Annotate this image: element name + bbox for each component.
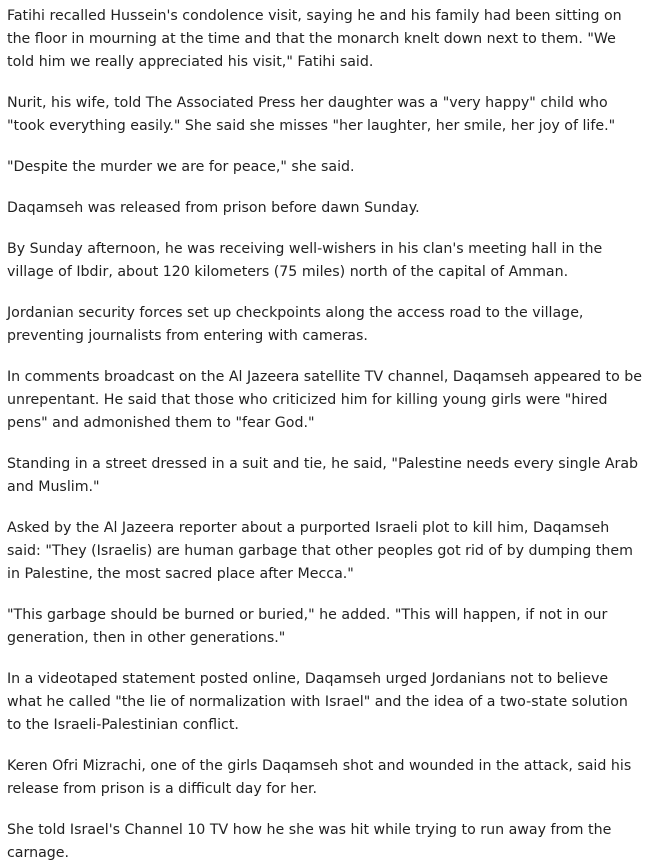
paragraph-release: Daqamseh was released from prison before dawn Sunday. [7, 200, 420, 216]
paragraph-street-quote: Standing in a street dressed in a suit and tie, he said, "Palestine needs every single Arab and Muslim." [7, 456, 639, 495]
paragraph-checkpoints: Jordanian security forces set up checkpoints along the access road to the village, preventing journalists from entering with cameras. [7, 305, 584, 344]
paragraph-keren-ofri: Keren Ofri Mizrachi, one of the girls Daqamseh shot and wounded in the attack, said his release from prison is a difficult day for her. [7, 758, 632, 797]
paragraph-condolence-visit: Fatihi recalled Hussein's condolence visit, saying he and his family had been sitting on the floor in mourning at the time and that the monarch knelt down next to them. "We told him we really appreciated his visit," Fatihi said. [7, 8, 622, 70]
paragraph-well-wishers: By Sunday afternoon, he was receiving well-wishers in his clan's meeting hall in the village of Ibdir, about 120 kilometers (75 miles) north of the capital of Amman. [7, 241, 603, 280]
paragraph-garbage-quote: "This garbage should be burned or buried," he added. "This will happen, if not in our generation, then in other generations." [7, 607, 608, 646]
paragraph-channel-10: She told Israel's Channel 10 TV how he she was hit while trying to run away from the carnage. [7, 822, 612, 861]
paragraph-peace-quote: "Despite the murder we are for peace," she said. [7, 159, 355, 175]
paragraph-videotaped-statement: In a videotaped statement posted online, Daqamseh urged Jordanians not to believe what he called "the lie of normalization with Israel" and the idea of a two-state solution to the Israeli-Palestinian conflict. [7, 671, 628, 733]
paragraph-plot-question: Asked by the Al Jazeera reporter about a purported Israeli plot to kill him, Daqamseh said: "They (Israelis) are human garbage that other peoples got rid of by dumping them in Palestine, the most sacred place after Mecca." [7, 520, 633, 582]
paragraph-al-jazeera-comments: In comments broadcast on the Al Jazeera satellite TV channel, Daqamseh appeared to be unrepentant. He said that those who criticized him for killing young girls were "hired pens" and admonished them to "fear God." [7, 369, 642, 431]
paragraph-nurit-quote: Nurit, his wife, told The Associated Press her daughter was a "very happy" child who "took everything easily." She said she misses "her laughter, her smile, her joy of life." [7, 95, 616, 134]
